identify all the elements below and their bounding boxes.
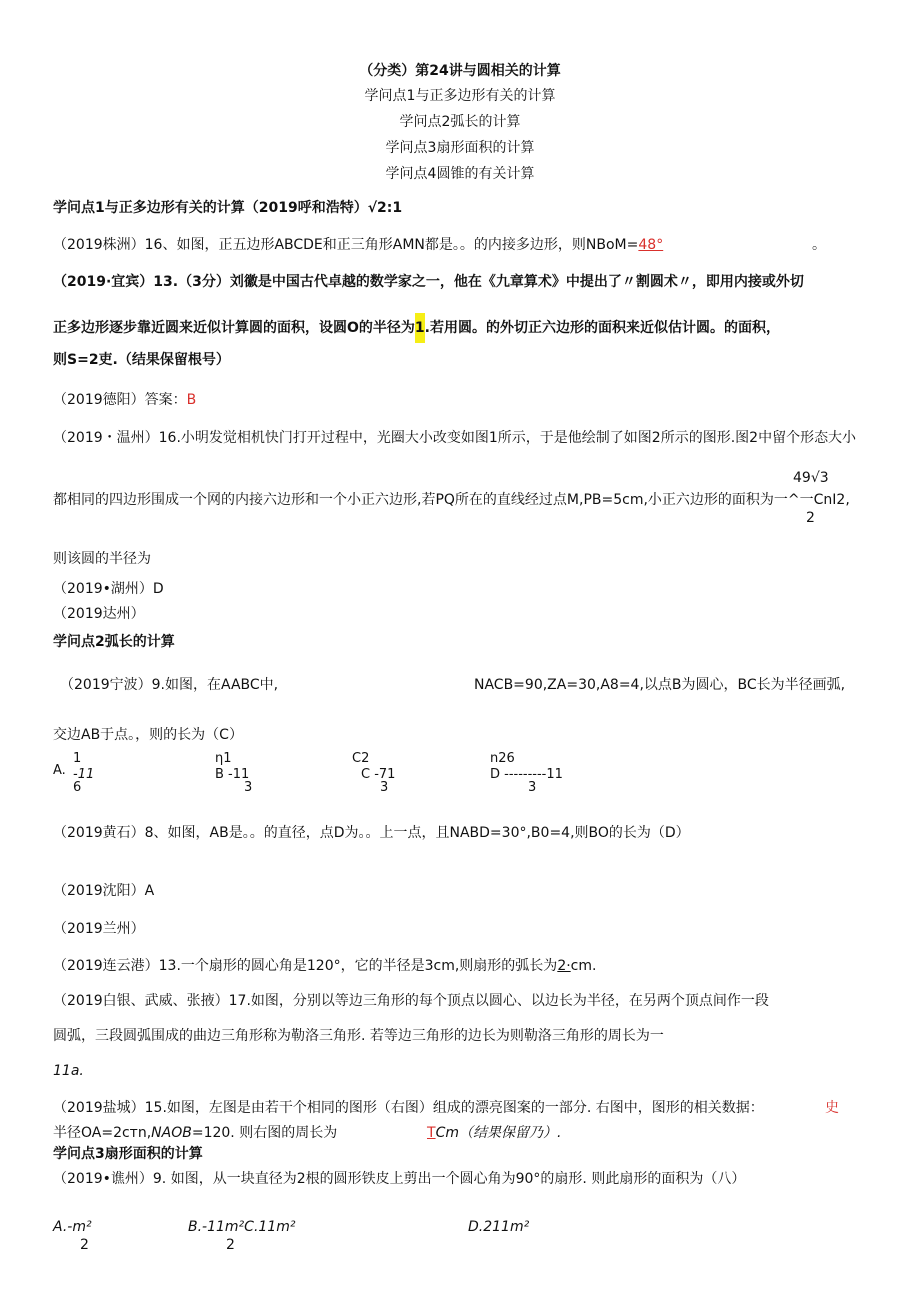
line-text: 正多边形逐步靠近圆来近似计算圆的面积，设圆O的半径为 [53, 320, 415, 336]
option-c-mid: C -71 [361, 767, 396, 782]
problem-baiyin-line1: （2019白银、武威、张掖）17.如图，分别以等边三角形的每个顶点以圆心、以边长为半径，在另两个顶点间作一段 [53, 993, 769, 1009]
problem-yancheng-line2 [53, 1124, 337, 1142]
problem-lanzhou: （2019兰州） [53, 921, 145, 937]
option-d-bot: 3 [528, 780, 537, 795]
line-text: 半径OA=2cтn, [53, 1125, 152, 1141]
problem-wenzhou-line1: （2019・温州）16.小明发觉相机快门打开过程中，光圈大小改变如图1所示，于是他绘制了如图2所示的图形.图2中留个形态大小 [53, 430, 857, 446]
option-a-bot: 2 [80, 1237, 89, 1253]
line-text: NAOB [151, 1125, 192, 1141]
red-mark: 史 [825, 1100, 839, 1116]
toc-item-1: 学问点1与正多边形有关的计算 [364, 88, 556, 104]
problem-wenzhou-line2: 都相同的四边形围成一个网的内接六边形和一个小正六边形,若PQ所在的直线经过点M,PB=5cm,小正六边形的面积为一^一CnI2, [53, 492, 850, 508]
problem-text: （2019德阳）答案： [53, 392, 187, 408]
option-b-bot: 3 [244, 780, 253, 795]
problem-text: （2019株洲）16、如图，正五边形ABCDE和正三角形AMN都是。。的内接多边形，则NBoM= [53, 237, 639, 253]
problem-text: （2019连云港）13.一个扇形的圆心角是120°，它的半径是3cm,则扇形的弧长为 [53, 958, 558, 974]
option-a-mid: -11 [73, 767, 95, 782]
problem-baiyin-line2: 圆弧，三段圆弧围成的曲边三角形称为勒洛三角形. 若等边三角形的边长为则勒洛三角形的周长为一 [53, 1028, 664, 1044]
section-heading-1: 学问点1与正多边形有关的计算（2019呼和浩特）√2:1 [53, 200, 403, 216]
answer-text: B [186, 392, 197, 408]
problem-lianyungang [53, 957, 596, 975]
problem-huzhou: （2019•湖州）D [53, 581, 164, 597]
problem-yibin-line2 [53, 313, 780, 343]
problem-ningbo-line2: 交边AB于点。，则的长为（C） [53, 727, 243, 743]
section-heading-3: 学问点3扇形面积的计算 [53, 1146, 203, 1162]
option-a-top: 1 [73, 751, 82, 766]
option-c-bot: 3 [380, 780, 389, 795]
problem-yancheng-answer [427, 1124, 561, 1142]
problem-dazhou: （2019达州） [53, 606, 145, 622]
page-title: （分类）第24讲与圆相关的计算 [359, 63, 561, 79]
line-text: Cm（结果保留乃）. [435, 1125, 562, 1141]
option-a-label: A. [53, 763, 66, 778]
line-text: .若用圆。的外切正六边形的面积来近似估计圆。的面积， [424, 320, 780, 336]
problem-baiyin-line3: 11a. [53, 1063, 84, 1079]
problem-yancheng-line1: （2019盐城）15.如图，左图是由若干个相同的图形（右图）组成的漂亮图案的一部分. 右图中，图形的相关数据： [53, 1100, 764, 1116]
option-d: D.211m² [468, 1219, 530, 1235]
option-c-top: C2 [352, 751, 370, 766]
option-a-bot: 6 [73, 780, 82, 795]
option-d-top: n26 [490, 751, 515, 766]
problem-yibin-line3: 则S=2吏.（结果保留根号） [53, 352, 230, 368]
line-text: =120. 则右图的周长为 [191, 1125, 338, 1141]
problem-ningbo-right: NACB=90,ZA=30,A8=4,以点B为圆心，BC长为半径画弧, [474, 677, 846, 693]
option-bc-bot: 2 [226, 1237, 235, 1253]
option-b-mid: B -11 [215, 767, 250, 782]
answer-text: 2· [557, 958, 571, 974]
fraction-numerator: 49√3 [793, 470, 829, 486]
toc-item-3: 学问点3扇形面积的计算 [385, 140, 535, 156]
problem-huangshi: （2019黄石）8、如图，AB是。。的直径，点D为。。上一点，且NABD=30°,B0=4,则BO的长为（D） [53, 825, 690, 841]
answer-text: T [427, 1125, 436, 1141]
option-bc: B.-11m²C.11m² [188, 1219, 296, 1235]
problem-wenzhou-line3: 则该圆的半径为 [53, 551, 151, 567]
fraction-denominator: 2 [806, 510, 815, 526]
toc-item-4: 学问点4圆锥的有关计算 [385, 166, 535, 182]
problem-yibin-line1: （2019·宜宾）13.（3分）刘徽是中国古代卓越的数学家之一，他在《九章算术》中提出了〃割圆术〃，即用内接或外切 [53, 274, 804, 290]
problem-shenyang: （2019沈阳）A [53, 883, 155, 899]
problem-qiaozhou: （2019•谯州）9. 如图，从一块直径为2根的圆形铁皮上剪出一个圆心角为90°的扇形. 则此扇形的面积为（八） [53, 1171, 746, 1187]
problem-tail: 。 [812, 237, 826, 253]
section-heading-2: 学问点2弧长的计算 [53, 634, 175, 650]
highlighted-value: 1 [415, 313, 425, 343]
problem-deyang [53, 391, 196, 409]
problem-zhuzhou [53, 236, 663, 254]
option-a: A.-m² [53, 1219, 92, 1235]
answer-text: 48° [638, 237, 664, 253]
option-d-mid: D ---------11 [490, 767, 563, 782]
toc-item-2: 学问点2弧长的计算 [399, 114, 521, 130]
option-b-top: η1 [215, 751, 232, 766]
problem-text: cm. [570, 958, 597, 974]
problem-ningbo-left: （2019宁波）9.如图，在AABC中, [60, 677, 279, 693]
